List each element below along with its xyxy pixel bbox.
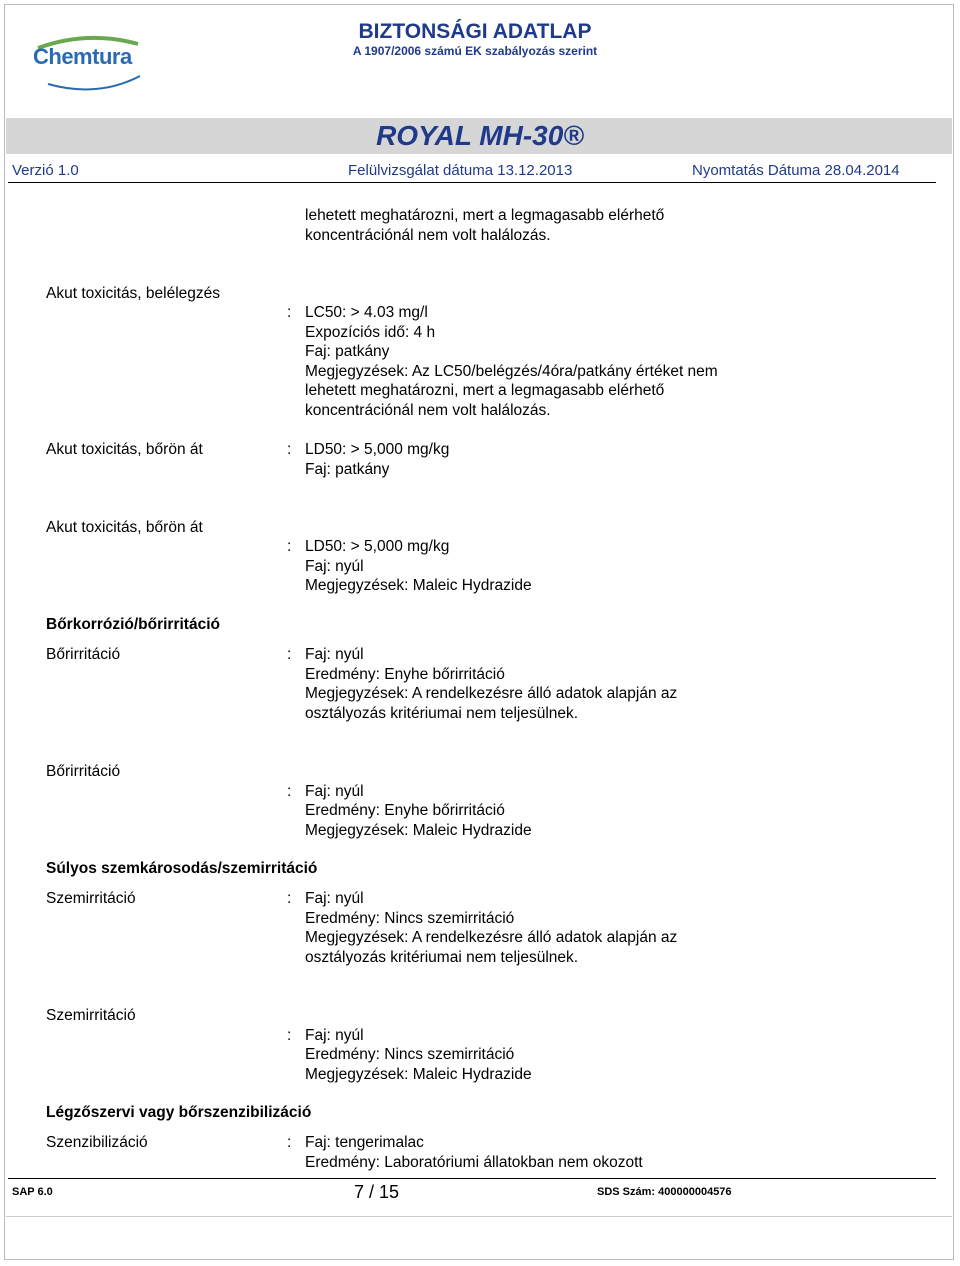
text-line: Eredmény: Enyhe bőrirritáció <box>305 666 505 683</box>
version-label: Verzió 1.0 <box>12 162 79 179</box>
text-line: Eredmény: Enyhe bőrirritáció <box>305 802 505 819</box>
row-label: Bőrirritáció <box>46 763 121 780</box>
revision-date: Felülvizsgálat dátuma 13.12.2013 <box>348 162 573 179</box>
text-line: Eredmény: Nincs szemirritáció <box>305 1046 515 1063</box>
colon: : <box>287 1134 292 1151</box>
page-bottom-area <box>6 1216 952 1261</box>
footer-divider <box>8 1178 936 1179</box>
text-line: koncentrációnál nem volt halálozás. <box>305 402 551 419</box>
text-line: Faj: patkány <box>305 461 390 478</box>
text-line: Megjegyzések: A rendelkezésre álló adatok alapján az <box>305 929 678 946</box>
product-name: ROYAL MH-30® <box>376 120 584 151</box>
text-line: Faj: nyúl <box>305 890 364 907</box>
text-line: LD50: > 5,000 mg/kg <box>305 441 450 458</box>
text-line: Megjegyzések: Maleic Hydrazide <box>305 1066 532 1083</box>
text-line: osztályozás kritériumai nem teljesülnek. <box>305 949 579 966</box>
document-subtitle: A 1907/2006 számú EK szabályozás szerint <box>352 44 598 58</box>
colon: : <box>287 538 292 555</box>
colon: : <box>287 441 292 458</box>
document-title: BIZTONSÁGI ADATLAP <box>358 20 592 43</box>
text-line: osztályozás kritériumai nem teljesülnek. <box>305 705 579 722</box>
row-label: Szemirritáció <box>46 1007 136 1024</box>
page-number: 7 / 15 <box>354 1182 400 1202</box>
text-line: koncentrációnál nem volt halálozás. <box>305 227 551 244</box>
row-label: Akut toxicitás, bőrön át <box>46 441 203 458</box>
text-line: Faj: nyúl <box>305 646 364 663</box>
row-label: Szemirritáció <box>46 890 136 907</box>
footer-sap: SAP 6.0 <box>12 1186 53 1198</box>
text-line: lehetett meghatározni, mert a legmagasabb elérhető <box>305 382 665 399</box>
row-label: Szenzibilizáció <box>46 1134 148 1151</box>
chemtura-logo <box>28 34 148 94</box>
footer-sds-number: SDS Szám: 400000004576 <box>597 1186 732 1198</box>
colon: : <box>287 890 292 907</box>
text-line: Megjegyzések: Maleic Hydrazide <box>305 577 532 594</box>
print-date: Nyomtatás Dátuma 28.04.2014 <box>692 162 900 179</box>
text-line: lehetett meghatározni, mert a legmagasabb elérhető <box>305 207 665 224</box>
header-divider <box>8 182 936 183</box>
text-line: Faj: nyúl <box>305 783 364 800</box>
text-line: LD50: > 5,000 mg/kg <box>305 538 450 555</box>
row-label: Bőrirritáció <box>46 646 121 663</box>
text-line: Eredmény: Laboratóriumi állatokban nem okozott <box>305 1154 643 1171</box>
text-line: LC50: > 4.03 mg/l <box>305 304 428 321</box>
colon: : <box>287 304 292 321</box>
row-label: Akut toxicitás, bőrön át <box>46 519 203 536</box>
text-line: Faj: patkány <box>305 343 390 360</box>
colon: : <box>287 783 292 800</box>
row-label: Akut toxicitás, belélegzés <box>46 285 221 302</box>
text-line: Megjegyzések: A rendelkezésre álló adatok alapján az <box>305 685 678 702</box>
logo-text: Chemtura <box>33 44 132 69</box>
section-heading: Súlyos szemkárosodás/szemirritáció <box>46 860 318 877</box>
text-line: Megjegyzések: Maleic Hydrazide <box>305 822 532 839</box>
section-heading: Légzőszervi vagy bőrszenzibilizáció <box>46 1104 312 1121</box>
colon: : <box>287 1027 292 1044</box>
text-line: Megjegyzések: Az LC50/belégzés/4óra/patkány értéket nem <box>305 363 718 380</box>
text-line: Faj: nyúl <box>305 558 364 575</box>
text-line: Eredmény: Nincs szemirritáció <box>305 910 515 927</box>
text-line: Expozíciós idő: 4 h <box>305 324 436 341</box>
section-heading: Bőrkorrózió/bőrirritáció <box>46 616 220 633</box>
text-line: Faj: nyúl <box>305 1027 364 1044</box>
colon: : <box>287 646 292 663</box>
text-line: Faj: tengerimalac <box>305 1134 424 1151</box>
